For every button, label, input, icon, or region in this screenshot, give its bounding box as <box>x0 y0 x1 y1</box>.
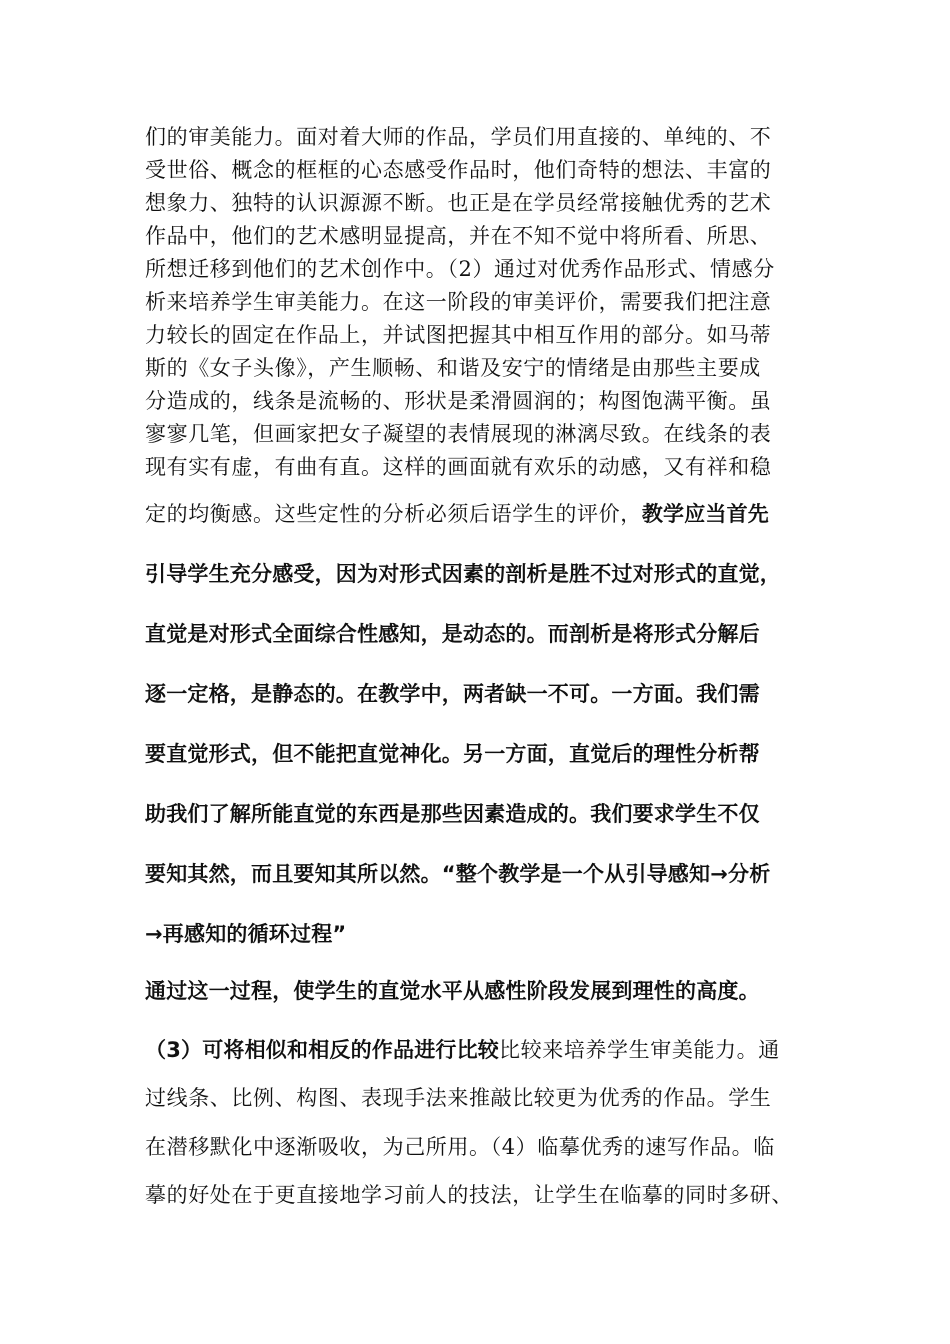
text-line-21-serif: 比较来培养学生审美能力。通 <box>499 1038 780 1062</box>
text-line-2: 受世俗、概念的框框的心态感受作品时，他们奇特的想法、丰富的 <box>145 158 772 182</box>
text-line-1: 们的审美能力。面对着大师的作品，学员们用直接的、单纯的、不 <box>145 125 772 149</box>
text-line-21-bold: （3）可将相似和相反的作品进行比较 <box>145 1038 500 1062</box>
text-line-20: 通过这一过程，使学生的直觉水平从感性阶段发展到理性的高度。 <box>145 979 760 1003</box>
text-line-6: 析来培养学生审美能力。在这一阶段的审美评价，需要我们把注意 <box>145 290 772 314</box>
text-line-13: 引导学生充分感受，因为对形式因素的剖析是胜不过对形式的直觉， <box>145 562 781 586</box>
text-line-23: 在潜移默化中逐渐吸收，为己所用。（4）临摹优秀的速写作品。临 <box>145 1135 775 1159</box>
text-line-22: 过线条、比例、构图、表现手法来推敲比较更为优秀的作品。学生 <box>145 1086 772 1110</box>
text-line-12 <box>145 500 769 528</box>
text-line-10: 寥寥几笔，但画家把女子凝望的表情展现的淋漓尽致。在线条的表 <box>145 422 772 446</box>
text-line-4: 作品中，他们的艺术感明显提高，并在不知不觉中将所看、所思、 <box>145 224 772 248</box>
text-line-18: 要知其然，而且要知其所以然。“整个教学是一个从引导感知→分析 <box>145 862 771 886</box>
text-line-7: 力较长的固定在作品上，并试图把握其中相互作用的部分。如马蒂 <box>145 323 772 347</box>
text-line-12-serif: 定的均衡感。这些定性的分析必须后语学生的评价， <box>145 502 642 526</box>
text-line-17: 助我们了解所能直觉的东西是那些因素造成的。我们要求学生不仅 <box>145 802 760 826</box>
text-line-15: 逐一定格，是静态的。在教学中，两者缺一不可。一方面。我们需 <box>145 682 760 706</box>
text-line-9: 分造成的，线条是流畅的、形状是柔滑圆润的；构图饱满平衡。虽 <box>145 389 772 413</box>
text-line-14: 直觉是对形式全面综合性感知，是动态的。而剖析是将形式分解后 <box>145 622 760 646</box>
text-line-16: 要直觉形式，但不能把直觉神化。另一方面，直觉后的理性分析帮 <box>145 742 760 766</box>
text-line-12-bold: 教学应当首先 <box>641 502 770 526</box>
text-line-19: →再感知的循环过程” <box>145 922 347 946</box>
text-line-11: 现有实有虚，有曲有直。这样的画面就有欢乐的动感，又有祥和稳 <box>145 455 772 479</box>
text-line-3: 想象力、独特的认识源源不断。也正是在学员经常接触优秀的艺术 <box>145 191 772 215</box>
text-line-21 <box>145 1036 780 1064</box>
text-line-5: 所想迁移到他们的艺术创作中。（2）通过对优秀作品形式、情感分 <box>145 257 775 281</box>
text-line-8: 斯的《女子头像》，产生顺畅、和谐及安宁的情绪是由那些主要成 <box>145 356 761 380</box>
text-line-24: 摹的好处在于更直接地学习前人的技法，让学生在临摹的同时多研、 <box>145 1183 793 1207</box>
